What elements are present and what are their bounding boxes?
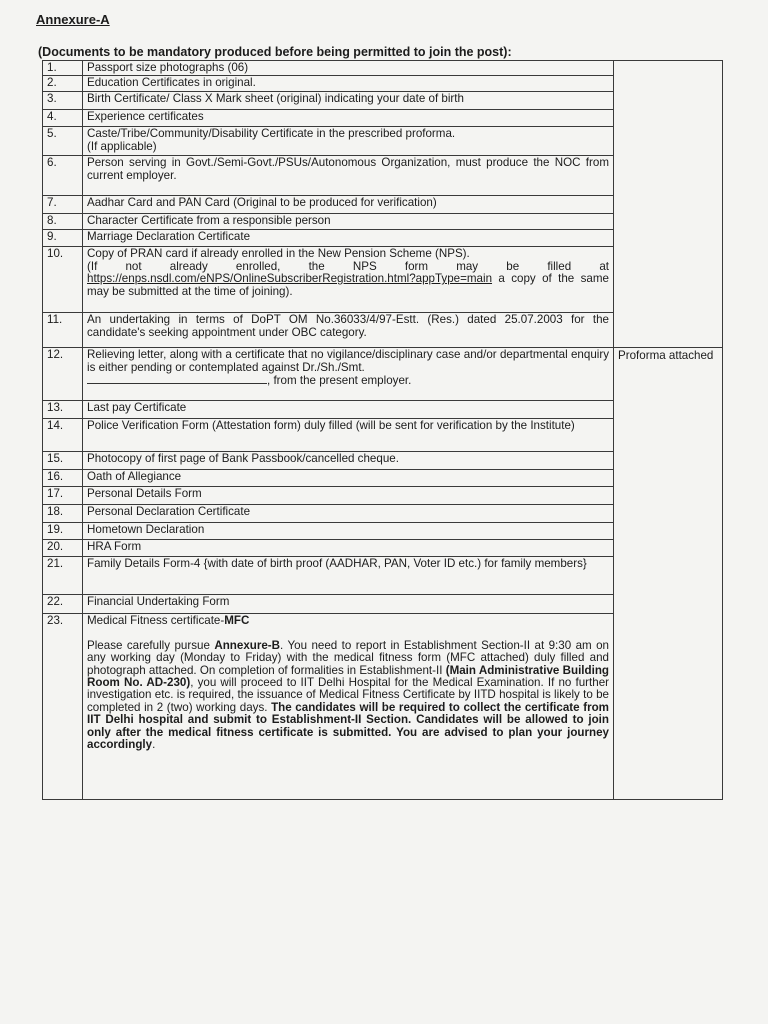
row-number: 19.	[43, 523, 83, 540]
row-description: Family Details Form-4 {with date of birth proof (AADHAR, PAN, Voter ID etc.) for family members}	[83, 557, 614, 595]
row-number: 9.	[43, 230, 83, 247]
row-description: Character Certificate from a responsible person	[83, 214, 614, 230]
note-cell-empty	[614, 61, 723, 348]
row-description: An undertaking in terms of DoPT OM No.36033/4/97-Estt. (Res.) dated 25.07.2003 for the candidate's seeking appointment under OBC category.	[83, 313, 614, 348]
name-blank-line	[87, 374, 267, 384]
documents-table	[42, 60, 723, 800]
row-description-line1: Relieving letter, along with a certificate that no vigilance/disciplinary case and/or departmental enquiry is either pending or contemplated against Dr./Sh./Smt.	[87, 348, 609, 374]
row-description: Experience certificates	[83, 110, 614, 127]
mfc-text-bold: (Main Administrative Building Room No. AD-230)	[87, 663, 609, 690]
row-number: 20.	[43, 540, 83, 557]
row-number: 10.	[43, 247, 83, 313]
row-number: 16.	[43, 470, 83, 487]
mfc-text: , you will proceed to IIT Delhi Hospital for the Medical Examination. If no further investigation etc. is required, the issuance of Medical Fitness Certificate by IITD hospital is likely to be completed in 2 (two) working days.	[87, 676, 610, 714]
annexure-subheading: (Documents to be mandatory produced before being permitted to join the post):	[38, 45, 512, 59]
row-description-line2: (If applicable)	[87, 139, 157, 153]
row-number: 11.	[43, 313, 83, 348]
row-number: 1.	[43, 61, 83, 76]
row-description: Police Verification Form (Attestation form) duly filled (will be sent for verification by the Institute)	[83, 419, 614, 452]
row-number: 5.	[43, 127, 83, 156]
row-number: 15.	[43, 452, 83, 470]
row-description: Passport size photographs (06)	[83, 61, 614, 76]
row-number: 23.	[43, 614, 83, 800]
table-row	[43, 348, 723, 401]
row-description: Oath of Allegiance	[83, 470, 614, 487]
row-description	[83, 127, 614, 156]
row-number: 7.	[43, 196, 83, 214]
proforma-attached-note: Proforma attached	[614, 348, 723, 800]
mfc-text-bold: Annexure-B	[214, 638, 281, 652]
row-description: Financial Undertaking Form	[83, 595, 614, 614]
row-description-line3: a copy of the same may be submitted at the time of joining).	[87, 272, 609, 298]
row-number: 12.	[43, 348, 83, 401]
row-description: Birth Certificate/ Class X Mark sheet (original) indicating your date of birth	[83, 92, 614, 110]
row-description: Hometown Declaration	[83, 523, 614, 540]
table-row	[43, 61, 723, 76]
row-description-line2: , from the present employer.	[267, 374, 412, 388]
row-number: 2.	[43, 76, 83, 92]
row-number: 17.	[43, 487, 83, 505]
row-description-line1: Copy of PRAN card if already enrolled in the New Pension Scheme (NPS).	[87, 247, 470, 261]
nps-registration-link[interactable]: https://enps.nsdl.com/eNPS/OnlineSubscriberRegistration.html?appType=main	[87, 272, 493, 286]
row-description	[83, 247, 614, 313]
row-number: 6.	[43, 156, 83, 196]
row-description-line1: Medical Fitness certificate-	[87, 614, 225, 628]
row-number: 13.	[43, 401, 83, 419]
mfc-instructions-paragraph	[87, 640, 609, 752]
row-description-line1: Caste/Tribe/Community/Disability Certificate in the prescribed proforma.	[87, 127, 456, 141]
row-number: 21.	[43, 557, 83, 595]
row-description	[83, 614, 614, 800]
row-description	[83, 348, 614, 401]
row-description: Personal Declaration Certificate	[83, 505, 614, 523]
row-description: Last pay Certificate	[83, 401, 614, 419]
row-description: Marriage Declaration Certificate	[83, 230, 614, 247]
mfc-text: .	[152, 738, 156, 752]
row-description: HRA Form	[83, 540, 614, 557]
row-description: Education Certificates in original.	[83, 76, 614, 92]
row-number: 4.	[43, 110, 83, 127]
row-description: Person serving in Govt./Semi-Govt./PSUs/Autonomous Organization, must produce the NOC from current employer.	[83, 156, 614, 196]
row-number: 14.	[43, 419, 83, 452]
mfc-text: Please carefully pursue	[87, 638, 215, 652]
row-description: Aadhar Card and PAN Card (Original to be produced for verification)	[83, 196, 614, 214]
row-description: Photocopy of first page of Bank Passbook/cancelled cheque.	[83, 452, 614, 470]
row-number: 22.	[43, 595, 83, 614]
row-number: 18.	[43, 505, 83, 523]
mfc-label: MFC	[224, 614, 250, 628]
mfc-text-bold: The candidates will be required to collect the certificate from IIT Delhi hospital and submit to Establishment-II Section. Candidates will be allowed to join only after the medical fitness certificate is submitted. You are advised to plan your journey accordingly	[87, 700, 609, 752]
row-number: 3.	[43, 92, 83, 110]
row-number: 8.	[43, 214, 83, 230]
annexure-heading: Annexure-A	[36, 12, 110, 27]
mfc-text: . You need to report in Establishment Section-II at 9:30 am on any working day (Monday to Friday) with the medical fitness form (MFC attached) duly filled and photograph attached. On completion of formalities in Establishment-II	[87, 638, 609, 677]
row-description: Personal Details Form	[83, 487, 614, 505]
row-description-line2: (If not already enrolled, the NPS form may be filled at	[87, 259, 609, 273]
